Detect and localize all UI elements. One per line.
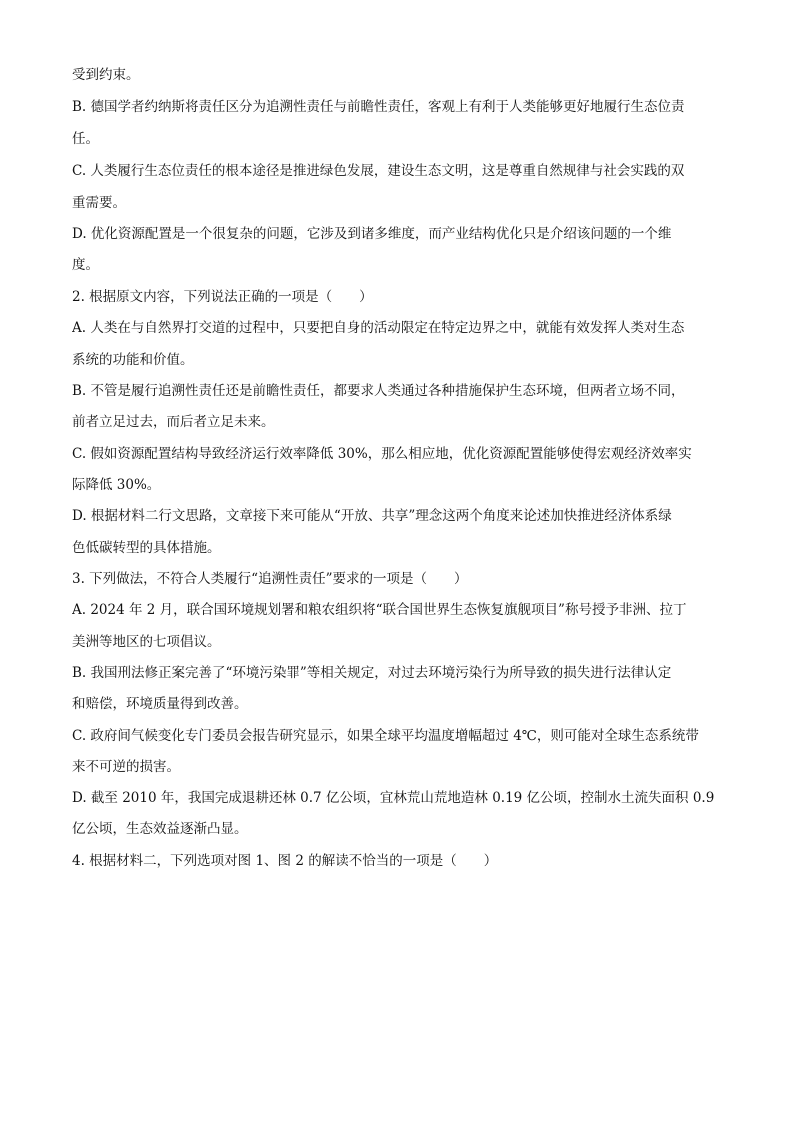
text-line: 色低碳转型的具体措施。	[72, 540, 221, 556]
text-line: 际降低 30%。	[72, 477, 161, 493]
question-stem: 3. 下列做法，不符合人类履行“追溯性责任”要求的一项是（ ）	[72, 571, 468, 587]
text-line: 来不可逆的损害。	[72, 759, 180, 775]
text-line: B. 不管是履行追溯性责任还是前瞻性责任，都要求人类通过各种措施保护生态环境，但两者立场不同，	[72, 383, 685, 399]
text-line: 任。	[72, 131, 99, 147]
text-line: A. 2024 年 2 月，联合国环境规划署和粮农组织将“联合国世界生态恢复旗舰项目”称号授予非洲、拉丁	[72, 602, 687, 618]
text-line: 系统的功能和价值。	[72, 352, 194, 368]
question-stem: 4. 根据材料二，下列选项对图 1、图 2 的解读不恰当的一项是（ ）	[72, 853, 498, 869]
text-line: 和赔偿，环境质量得到改善。	[72, 696, 248, 712]
text-line: 美洲等地区的七项倡议。	[72, 634, 221, 650]
text-line: D. 根据材料二行文思路，文章接下来可能从“开放、共享”理念这两个角度来论述加快推进经济体系绿	[72, 508, 672, 524]
text-line: B. 德国学者约纳斯将责任区分为追溯性责任与前瞻性责任，客观上有利于人类能够更好地履行生态位责	[72, 99, 685, 115]
text-line: D. 优化资源配置是一个很复杂的问题，它涉及到诸多维度，而产业结构优化只是介绍该问题的一个维	[72, 226, 672, 242]
text-line: A. 人类在与自然界打交道的过程中，只要把自身的活动限定在特定边界之中，就能有效发挥人类对生态	[72, 320, 685, 336]
text-line: D. 截至 2010 年，我国完成退耕还林 0.7 亿公顷，宜林荒山荒地造林 0.19 亿公顷，控制水土流失面积 0.9	[72, 790, 715, 806]
text-line: 重需要。	[72, 195, 126, 211]
text-line: C. 人类履行生态位责任的根本途径是推进绿色发展，建设生态文明，这是尊重自然规律与社会实践的双	[72, 163, 685, 179]
text-line: 前者立足过去，而后者立足未来。	[72, 414, 275, 430]
text-line: 亿公顷，生态效益逐渐凸显。	[72, 821, 248, 837]
text-line: 受到约束。	[72, 67, 140, 83]
text-line: B. 我国刑法修正案完善了“环境污染罪”等相关规定，对过去环境污染行为所导致的损失进行法律认定	[72, 665, 672, 681]
question-stem: 2. 根据原文内容，下列说法正确的一项是（ ）	[72, 289, 373, 305]
text-line: C. 假如资源配置结构导致经济运行效率降低 30%，那么相应地，优化资源配置能够使得宏观经济效率实	[72, 446, 692, 462]
text-line: C. 政府间气候变化专门委员会报告研究显示，如果全球平均温度增幅超过 4℃，则可能对全球生态系统带	[72, 728, 699, 744]
text-line: 度。	[72, 257, 99, 273]
